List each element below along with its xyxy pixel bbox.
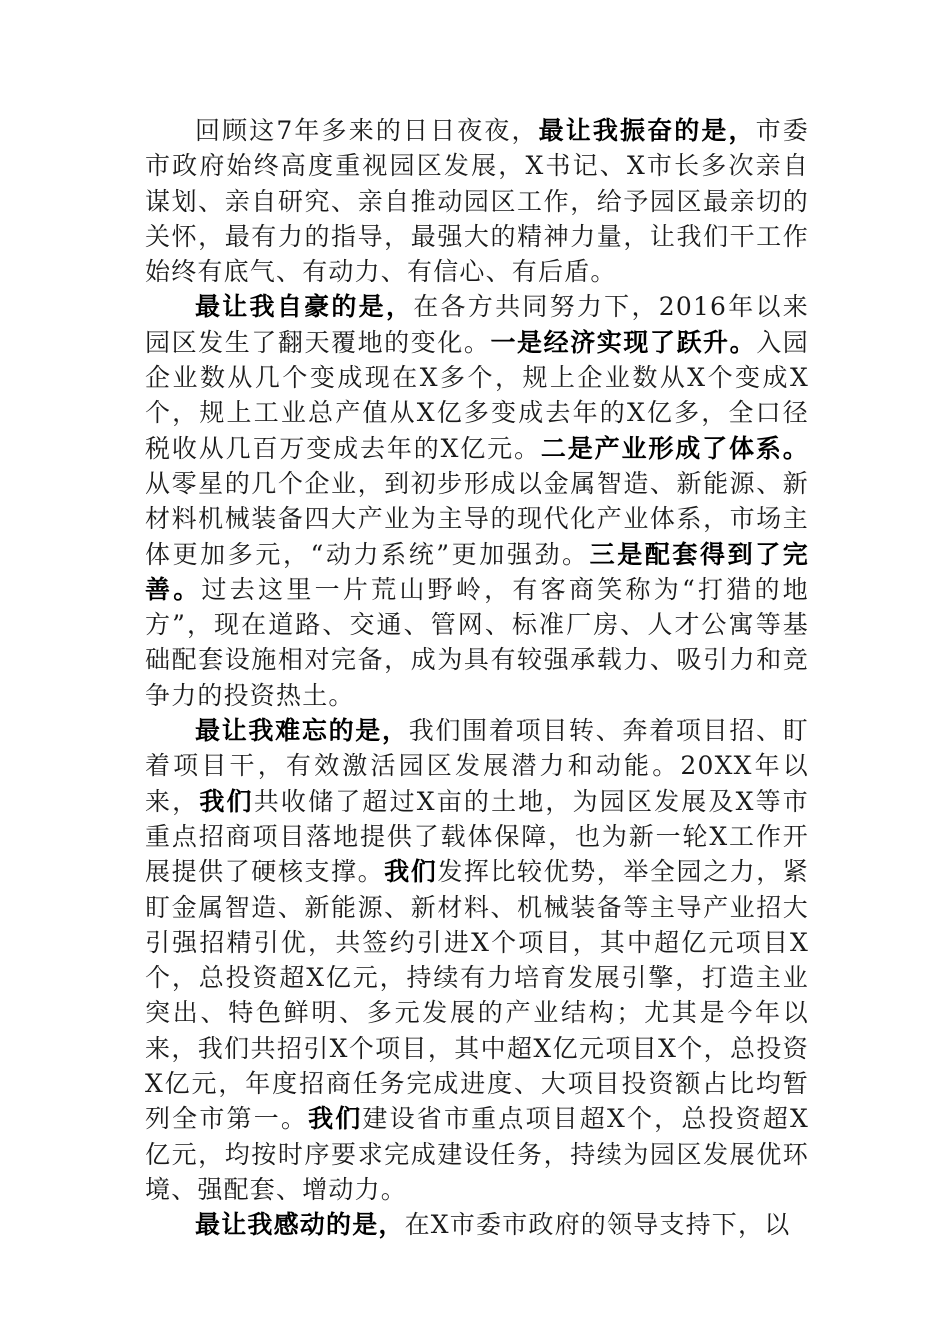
text-run: 我们围着项目转、奔着项目招、盯着项目干，有效激活园区发展潜力和动能。20XX年以来， (145, 716, 809, 816)
text-run: 市委市政府始终高度重视园区发展，X书记、X市长多次亲自谋划、亲自研究、亲自推动园区工作，给予园区最亲切的关怀，最有力的指导，最强大的精神力量，让我们干工作始终有底气、有动力、有信心、有后盾。 (145, 116, 809, 287)
text-run: 发挥比较优势，举全园之力，紧盯金属智造、新能源、新材料、机械装备等主导产业招大引强招精引优，共签约引进X个项目，其中超亿元项目X个，总投资超X亿元，持续有力培育发展引擎，打造主业突出、特色鲜明、多元发展的产业结构；尤其是今年以来，我们共招引X个项目，其中超X亿元项目X个，总投资X亿元，年度招商任务完成进度、大项目投资额占比均暂列全市第一。 (145, 857, 809, 1134)
text-run: 回顾这7年多来的日日夜夜， (195, 116, 539, 145)
bold-run: 一是经济实现了跃升。 (490, 327, 757, 357)
paragraph-3 (145, 713, 809, 1207)
bold-run: 三是配套得到了完善。 (145, 539, 809, 604)
document-body (145, 113, 809, 1243)
bold-run: 我们 (384, 857, 438, 887)
paragraph-1 (145, 113, 809, 289)
text-run: 建设省市重点项目超X个，总投资超X亿元，均按时序要求完成建设任务，持续为园区发展优环境、强配套、增动力。 (145, 1104, 810, 1204)
bold-run: 最让我自豪的是， (195, 292, 414, 322)
bold-run: 我们 (308, 1104, 363, 1134)
text-run: 从零星的几个企业，到初步形成以金属智造、新能源、新材料机械装备四大产业为主导的现代化产业体系，市场主体更加多元，“动力系统”更加强劲。 (145, 468, 809, 569)
text-run: 在各方共同努力下，2016年以来园区发生了翻天覆地的变化。 (145, 292, 809, 357)
paragraph-2 (145, 289, 809, 713)
text-run: 共收储了超过X亩的土地，为园区发展及X等市重点招商项目落地提供了载体保障，也为新一轮X工作开展提供了硬核支撑。 (145, 786, 809, 887)
text-run: 过去这里一片荒山野岭，有客商笑称为“打猎的地方”，现在道路、交通、管网、标准厂房、人才公寓等基础配套设施相对完备，成为具有较强承载力、吸引力和竞争力的投资热土。 (145, 574, 809, 710)
text-run: 入园企业数从几个变成现在X多个，规上企业数从X个变成X个，规上工业总产值从X亿多变成去年的X亿多，全口径税收从几百万变成去年的X亿元。 (145, 327, 809, 463)
bold-run: 最让我感动的是， (195, 1210, 405, 1240)
paragraph-4 (145, 1207, 809, 1242)
bold-run: 我们 (199, 786, 254, 816)
bold-run: 最让我振奋的是， (538, 116, 756, 145)
text-run: 在X市委市政府的领导支持下，以 (404, 1210, 791, 1240)
bold-run: 二是产业形成了体系。 (540, 433, 809, 463)
bold-run: 最让我难忘的是， (195, 716, 409, 746)
